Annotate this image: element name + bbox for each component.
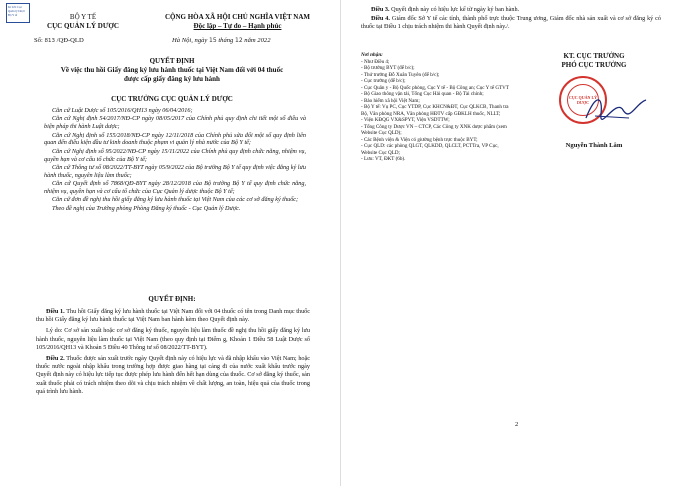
stamp-text: Kí bởi: Cục Quản lý Dược Bộ Y tế	[8, 5, 26, 17]
legal-bases	[44, 107, 306, 213]
document-date: Hà Nội, ngày 15 tháng 12 năm 2022	[172, 37, 271, 44]
title-line-3: được cấp giấy đăng ký lưu hành	[124, 75, 220, 83]
document-page-2	[340, 0, 680, 486]
recipient-item: - Cục trưởng (để b/c);	[361, 78, 406, 84]
country-name: CỘNG HÒA XÃ HỘI CHỦ NGHĨA VIỆT NAM	[164, 13, 310, 21]
title-line-2: Về việc thu hồi Giấy đăng ký lưu hành thuốc tại Việt Nam đối với 04 thuốc	[60, 66, 284, 74]
signature-title-1: KT. CỤC TRƯỞNG	[563, 52, 625, 60]
basis-item: Căn cứ Nghị định số 155/2018/NĐ-CP ngày 12/11/2018 của Chính phủ sửa đổi một số quy định liên quan đến điều kiện đầu tư kinh doanh thuộc phạm vi quản lý nhà nước của Bộ Y tế;	[44, 131, 306, 147]
basis-item: Căn cứ Quyết định số 7868/QĐ-BYT ngày 28/12/2018 của Bộ trưởng Bộ Y tế quy định chức năng, nhiệm vụ, quyền hạn và cơ cấu tổ chức của Cục Quản lý dược thuộc Bộ Y tế;	[44, 180, 306, 195]
article-4: Điều 4. Giám đốc Sở Y tế các tỉnh, thành phố trực thuộc Trung ương, Giám đốc nhà sản xuất và cơ sở đăng ký có thuốc tại Điều 1 chịu trách nhiệm thi hành Quyết định này./.	[361, 15, 662, 31]
recipient-item: - Lưu: VT, ĐKT (6b).	[361, 156, 406, 162]
basis-item: Căn cứ Nghị định số 95/2022/NĐ-CP ngày 15/11/2022 của Chính phủ quy định chức năng, nhiệm vụ, quyền hạn và cơ cấu tổ chức của Bộ Y tế;	[44, 147, 306, 163]
issuing-authority: CỤC TRƯỞNG CỤC QUẢN LÝ DƯỢC	[111, 95, 233, 103]
recipient-item: - Các Bệnh viện & Viện có giường bệnh trực thuộc BYT;	[361, 136, 478, 143]
article-2: Điều 2. Thuốc được sản xuất trước ngày Quyết định này có hiệu lực và đã nhập khẩu vào Việt Nam; hoặc thuốc nước ngoài nhập khẩu trong trường hợp được giao hàng tại cảng đi của nước xuất khẩu trước ngày Quyết định này có hiệu lực tiếp tục được phép lưu hành đến hết hạn dùng của thuốc. Cơ sở đăng ký thuốc, sản xuất thuốc phải có trách nhiệm theo dõi và chịu trách nhiệm về chất lượng, an toàn, hiệu quả của thuốc trong quá trình lưu hành.	[36, 355, 310, 395]
basis-item: Căn cứ Luật Dược số 105/2016/QH13 ngày 06/04/2016;	[52, 107, 193, 114]
recipient-item: - Cục Quân y - Bộ Quốc phòng, Cục Y tế - Bộ Công an; Cục Y tế GTVT - Bộ Giao thông vận tải, Tổng Cục Hải quan - Bộ Tài chính;	[361, 84, 509, 97]
recipient-item: - Thứ trưởng Đỗ Xuân Tuyên (để b/c);	[361, 71, 440, 78]
article-1: Điều 1. Thu hồi Giấy đăng ký lưu hành thuốc tại Việt Nam đối với 04 thuốc có tên trong Danh mục thuốc thu hồi Giấy đăng ký lưu hành thuốc tại Việt Nam ban hành kèm theo Quyết định này.	[36, 308, 311, 324]
number-handwritten: 813	[44, 38, 55, 44]
handwritten-signature	[581, 88, 651, 128]
recipients-list	[361, 52, 511, 163]
recipient-item: - Cục QLD: các phòng QLGT, QLKDD, QLCLT, PCTTra, VP Cục, Website Cục QLD;	[361, 143, 499, 156]
title-line-1: QUYẾT ĐỊNH	[149, 57, 195, 65]
recipient-item: - Bộ Y tế: Vụ PC, Cục YTDP, Cục KHCN&ĐT, Cục QLKCB, Thanh tra Bộ, Văn phòng NRA, Văn phòng HĐTV cấp GĐKLH thuốc, NLLT;	[361, 104, 509, 117]
basis-item: Theo đề nghị của Trưởng phòng Phòng Đăng ký thuốc - Cục Quản lý Dược.	[52, 204, 241, 212]
recipient-item: - Như Điều 4;	[361, 58, 390, 65]
recipient-item: - Bộ trưởng BYT (để b/c);	[361, 65, 415, 71]
digital-signature-stamp	[6, 3, 30, 23]
decision-title	[22, 57, 322, 84]
page-number: 2	[515, 421, 519, 428]
signer-name: Nguyễn Thành Lâm	[565, 142, 623, 149]
national-header	[140, 13, 335, 31]
basis-item: Căn cứ Nghị định 54/2017/NĐ-CP ngày 08/05/2017 của Chính phủ quy định chi tiết một số điều và biện pháp thi hành Luật dược;	[44, 115, 306, 131]
recipient-item: - Viện KĐQG VX&SPYT, Viện VSDTTW;	[361, 117, 450, 123]
signature-block	[519, 52, 669, 149]
issuer-block	[28, 13, 138, 31]
article-3: Điều 3. Quyết định này có hiệu lực kể từ ngày ký ban hành.	[371, 6, 520, 13]
articles-page-2	[361, 6, 661, 33]
seal-text: CỤC QUẢN LÝ DƯỢC	[567, 84, 599, 116]
department-name: CỤC QUẢN LÝ DƯỢC	[47, 22, 119, 30]
articles-page-1	[36, 308, 310, 399]
ministry-name: BỘ Y TẾ	[69, 13, 97, 21]
day-handwritten: 15	[209, 37, 217, 44]
month-handwritten: 12	[235, 37, 243, 44]
decide-heading: QUYẾT ĐỊNH:	[148, 295, 196, 303]
recipients-label: Nơi nhận:	[361, 52, 383, 58]
basis-item: Căn cứ Thông tư số 08/2022/TT-BYT ngày 05/9/2022 của Bộ trưởng Bộ Y tế quy định việc đăng ký lưu hành thuốc, nguyên liệu làm thuốc;	[44, 163, 306, 179]
document-number: Số: 813 /QĐ-QLD	[34, 37, 84, 44]
signature-title-2: PHÓ CỤC TRƯỞNG	[561, 61, 627, 69]
recipient-item: - Bảo hiểm xã hội Việt Nam;	[361, 97, 420, 104]
article-1-reason: Lý do: Cơ sở sản xuất hoặc cơ sở đăng ký thuốc, nguyên liệu làm thuốc đề nghị thu hồi giấy đăng ký lưu hành thuốc, nguyên liệu làm thuốc tại Việt Nam (theo quy định tại Điểm g, Khoản 1 Điều 58 Luật Dược số 105/2016/QH13 và Khoản 5 Điều 40 Thông tư số 08/2022/TT-BYT).	[36, 327, 310, 351]
recipient-item: - Tổng Công ty Dược VN – CTCP, Các Công ty XNK dược phẩm (xem Website Cục QLD);	[361, 123, 507, 136]
basis-item: Căn cứ đơn đề nghị thu hồi giấy đăng ký lưu hành thuốc tại Việt Nam của các cơ sở đăng ký thuốc;	[52, 196, 299, 204]
national-motto: Độc lập – Tự do – Hạnh phúc	[193, 22, 282, 30]
